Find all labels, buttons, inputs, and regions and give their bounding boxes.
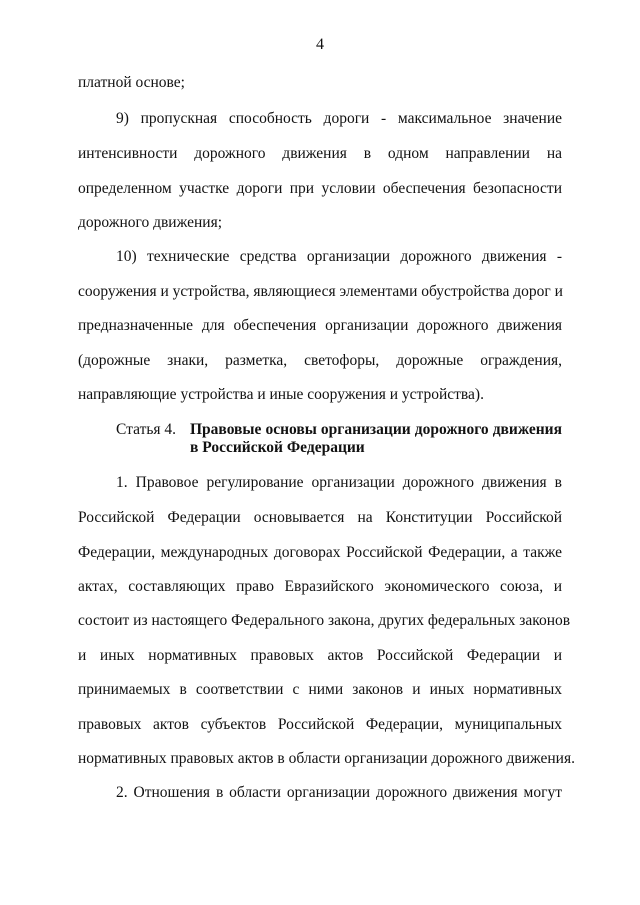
article-title-line-1: Правовые основы организации дорожного движения bbox=[190, 421, 562, 438]
text-line: принимаемых в соответствии с ними законов и иных нормативных bbox=[78, 681, 562, 698]
paragraph-start-line: 10) технические средства организации дорожного движения - bbox=[116, 248, 562, 265]
text-line: правовых актов субъектов Российской Федерации, муниципальных bbox=[78, 716, 562, 733]
text-line: предназначенные для обеспечения организации дорожного движения bbox=[78, 317, 562, 334]
article-title-line-2: в Российской Федерации bbox=[190, 439, 365, 456]
text-line: (дорожные знаки, разметка, светофоры, дорожные ограждения, bbox=[78, 352, 562, 369]
text-line: и иных нормативных правовых актов Российской Федерации и bbox=[78, 647, 562, 664]
paragraph-start-line: 1. Правовое регулирование организации дорожного движения в bbox=[116, 474, 562, 491]
text-line: сооружения и устройства, являющиеся элементами обустройства дорог и bbox=[78, 283, 563, 300]
text-line: интенсивности дорожного движения в одном направлении на bbox=[78, 145, 562, 162]
text-line: направляющие устройства и иные сооружения и устройства). bbox=[78, 386, 484, 403]
paragraph-start-line: 2. Отношения в области организации дорожного движения могут bbox=[116, 784, 562, 801]
text-line: актах, составляющих право Евразийского экономического союза, и bbox=[78, 578, 562, 595]
paragraph-start-line: 9) пропускная способность дороги - максимальное значение bbox=[116, 110, 562, 127]
text-line: Российской Федерации основывается на Конституции Российской bbox=[78, 509, 562, 526]
text-line: Федерации, международных договорах Российской Федерации, а также bbox=[78, 544, 562, 561]
page-number: 4 bbox=[316, 36, 324, 53]
text-line: определенном участке дороги при условии обеспечения безопасности bbox=[78, 180, 562, 197]
text-line: нормативных правовых актов в области организации дорожного движения. bbox=[78, 750, 575, 767]
article-label: Статья 4. bbox=[116, 421, 177, 438]
text-line: платной основе; bbox=[78, 74, 185, 91]
text-line: состоит из настоящего Федерального закона, других федеральных законов bbox=[78, 612, 571, 629]
text-line: дорожного движения; bbox=[78, 214, 223, 231]
